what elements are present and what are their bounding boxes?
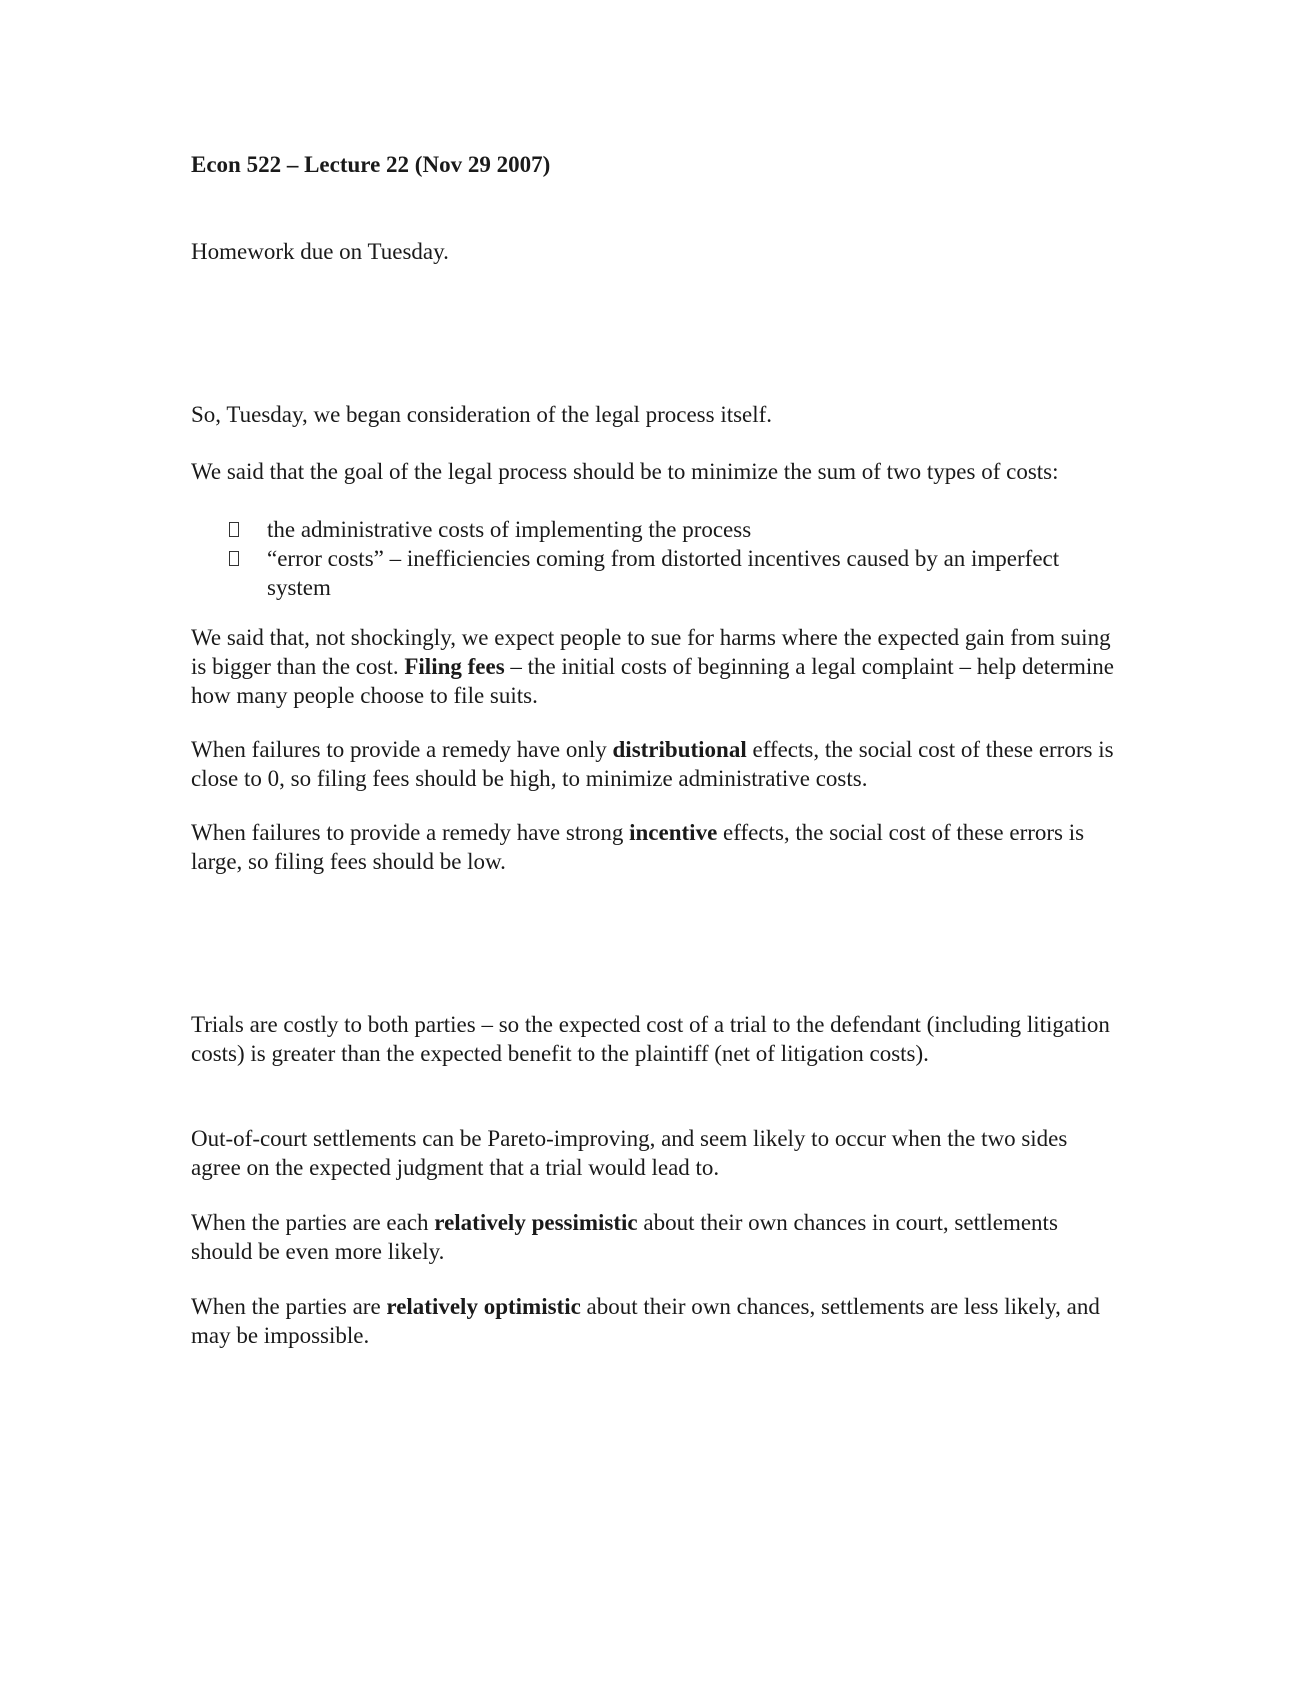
paragraph-goal: We said that the goal of the legal process should be to minimize the sum of two types of costs: — [191, 459, 1059, 484]
bold-term: relatively optimistic — [386, 1294, 581, 1319]
text-run: effects, the social cost of these errors is close to 0, so filing fees should be high, to minimize administrative costs. — [191, 737, 1114, 791]
paragraph-filing-fees — [191, 623, 1121, 710]
homework-note: Homework due on Tuesday. — [191, 239, 449, 264]
bullet-box-icon — [229, 551, 239, 566]
text-run: We said that, not shockingly, we expect people to sue for harms where the expected gain from suing is bigger than the cost. — [191, 625, 1111, 679]
text-run: When failures to provide a remedy have strong — [191, 820, 630, 845]
text-run: When the parties are — [191, 1294, 387, 1319]
paragraph-trials: Trials are costly to both parties – so the expected cost of a trial to the defendant (including litigation costs) is greater than the expected benefit to the plaintiff (net of litigation costs). — [191, 1012, 1110, 1066]
text-run: – the initial costs of beginning a legal complaint – help determine how many people choose to file suits. — [191, 654, 1114, 708]
paragraph-optimistic — [191, 1292, 1121, 1350]
text-run: about their own chances, settlements are less likely, and may be impossible. — [191, 1294, 1100, 1348]
list-item-text: “error costs” – inefficiencies coming from distorted incentives caused by an imperfect system — [267, 546, 1060, 600]
text-run: When the parties are each — [191, 1210, 435, 1235]
text-run: When failures to provide a remedy have only — [191, 737, 613, 762]
paragraph-pessimistic — [191, 1208, 1121, 1266]
paragraph-incentive — [191, 818, 1121, 876]
list-item — [229, 544, 1109, 602]
cost-types-list — [229, 515, 1109, 602]
paragraph-distributional — [191, 735, 1121, 793]
text-run: about their own chances in court, settlements should be even more likely. — [191, 1210, 1058, 1264]
paragraph-settlements: Out-of-court settlements can be Pareto-improving, and seem likely to occur when the two sides agree on the expected judgment that a trial would lead to. — [191, 1126, 1068, 1180]
bold-term: Filing fees — [404, 654, 505, 679]
list-item — [229, 515, 1109, 544]
lecture-title: Econ 522 – Lecture 22 (Nov 29 2007) — [191, 152, 551, 177]
text-run: effects, the social cost of these errors is large, so filing fees should be low. — [191, 820, 1085, 874]
bold-term: distributional — [612, 737, 747, 762]
list-item-text: the administrative costs of implementing the process — [267, 517, 752, 542]
bullet-box-icon — [229, 522, 239, 537]
bold-term: incentive — [629, 820, 718, 845]
bold-term: relatively pessimistic — [434, 1210, 638, 1235]
paragraph-legal-process: So, Tuesday, we began consideration of the legal process itself. — [191, 402, 773, 427]
